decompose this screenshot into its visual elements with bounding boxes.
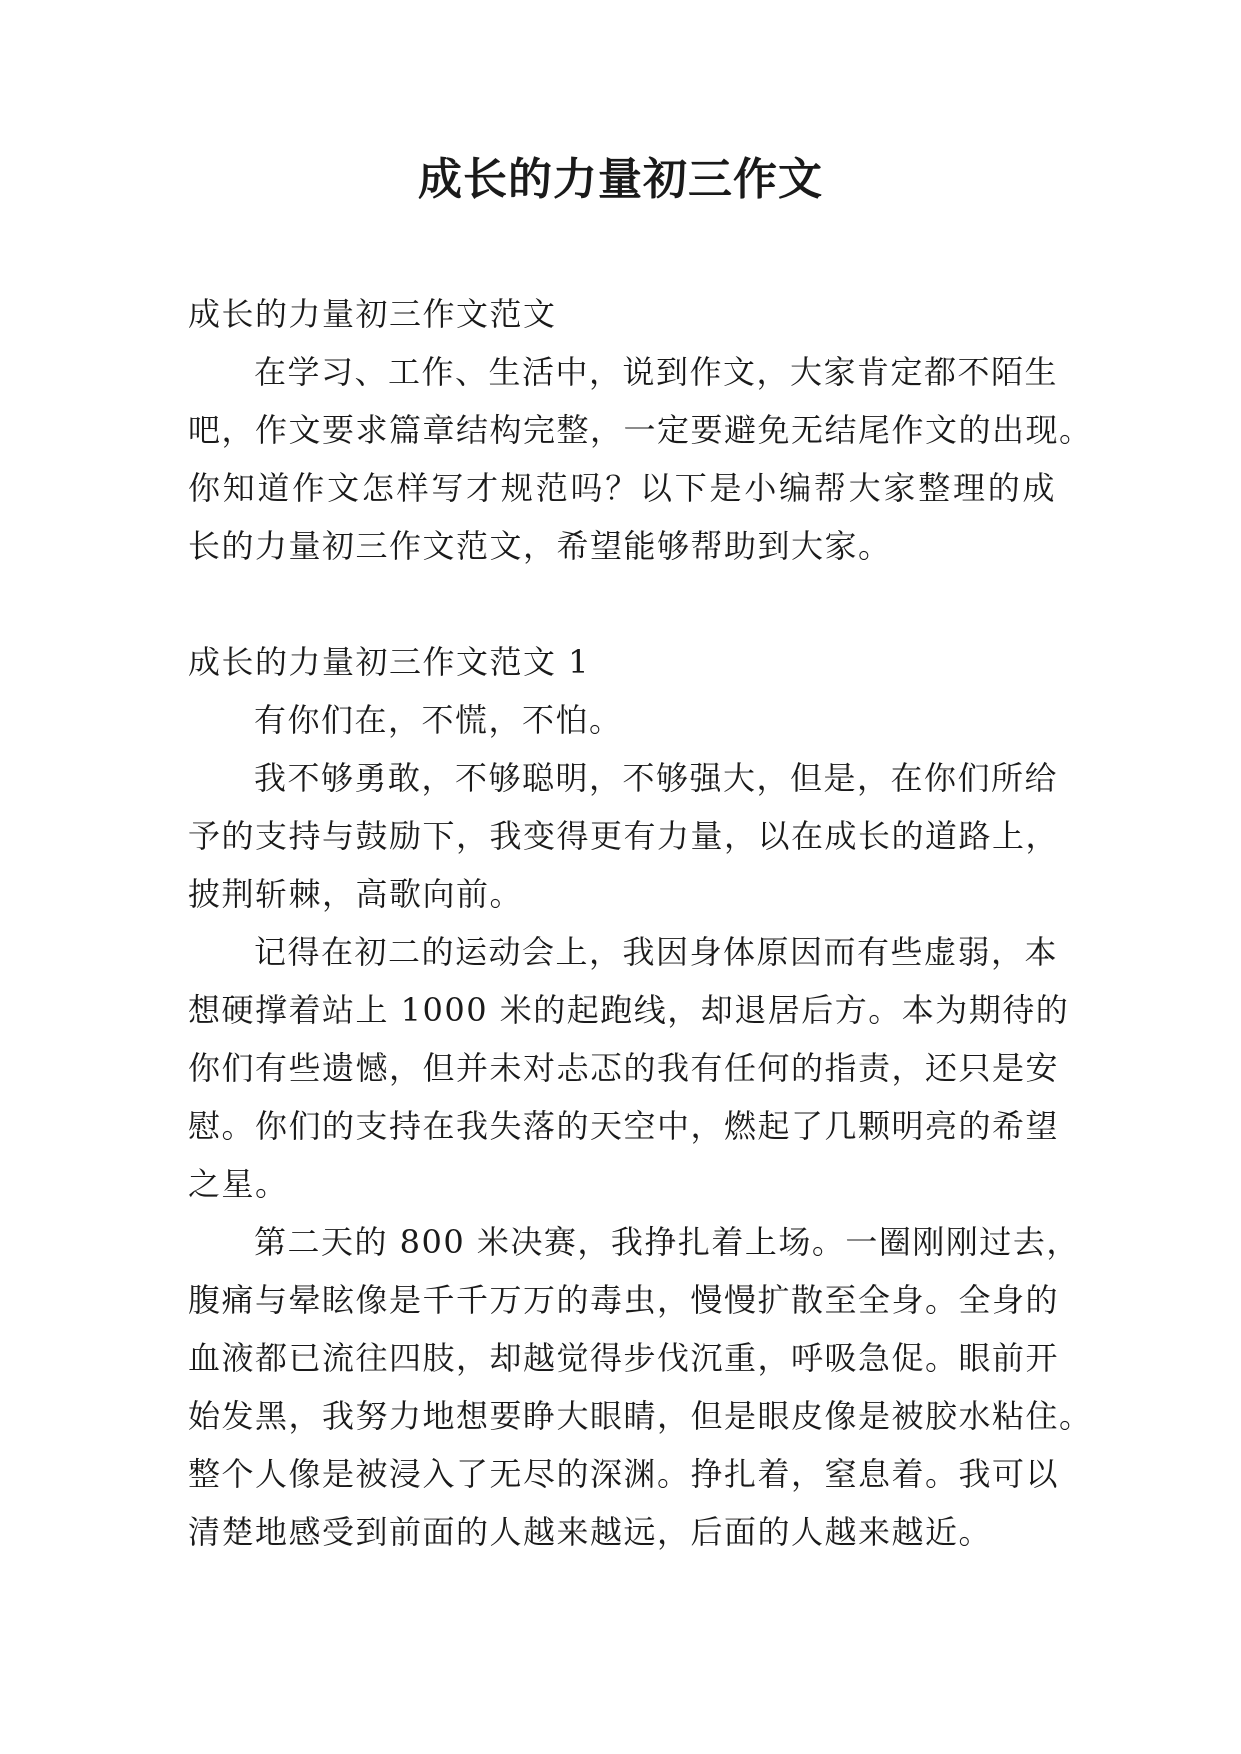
text-line: 始发黑，我努力地想要睁大眼睛，但是眼皮像是被胶水粘住。 [188,1397,1093,1435]
text-line: 整个人像是被浸入了无尽的深渊。挣扎着，窒息着。我可以 [188,1455,1060,1493]
text-line: 第二天的 800 米决赛，我挣扎着上场。一圈刚刚过去， [254,1223,1080,1261]
text-line: 予的支持与鼓励下，我变得更有力量，以在成长的道路上， [188,817,1060,855]
text-line: 披荆斩棘，高歌向前。 [188,875,524,913]
blank-line [188,575,1056,633]
text-line: 有你们在，不慌，不怕。 [254,701,623,739]
text-line: 慰。你们的支持在我失落的天空中，燃起了几颗明亮的希望 [188,1107,1060,1145]
paragraph-4 [188,1213,1093,1561]
text-line: 吧，作文要求篇章结构完整，一定要避免无结尾作文的出现。 [188,411,1093,449]
paragraph-1 [188,691,1056,749]
text-line: 腹痛与晕眩像是千千万万的毒虫，慢慢扩散至全身。全身的 [188,1281,1060,1319]
section-heading: 成长的力量初三作文范文 1 [188,643,591,681]
text-line: 你们有些遗憾，但并未对忐忑的我有任何的指责，还只是安 [188,1049,1060,1087]
intro-paragraph [188,343,1093,575]
paragraph-2 [188,749,1060,923]
text-line: 长的力量初三作文范文，希望能够帮助到大家。 [188,527,892,565]
text-line: 血液都已流往四肢，却越觉得步伐沉重，呼吸急促。眼前开 [188,1339,1060,1377]
paragraph-3 [188,923,1070,1213]
intro-heading: 成长的力量初三作文范文 [188,295,557,333]
text-line: 想硬撑着站上 1000 米的起跑线，却退居后方。本为期待的 [188,991,1070,1029]
text-line: 清楚地感受到前面的人越来越远，后面的人越来越近。 [188,1513,993,1551]
text-line: 之星。 [188,1165,289,1203]
text-line: 你知道作文怎样写才规范吗？以下是小编帮大家整理的成 [188,469,1056,507]
document-body [188,285,1093,1561]
text-line: 在学习、工作、生活中，说到作文，大家肯定都不陌生 [254,353,1059,391]
document-title: 成长的力量初三作文 [418,154,823,205]
text-line: 我不够勇敢，不够聪明，不够强大，但是，在你们所给 [254,759,1059,797]
text-line: 记得在初二的运动会上，我因身体原因而有些虚弱，本 [254,933,1059,971]
